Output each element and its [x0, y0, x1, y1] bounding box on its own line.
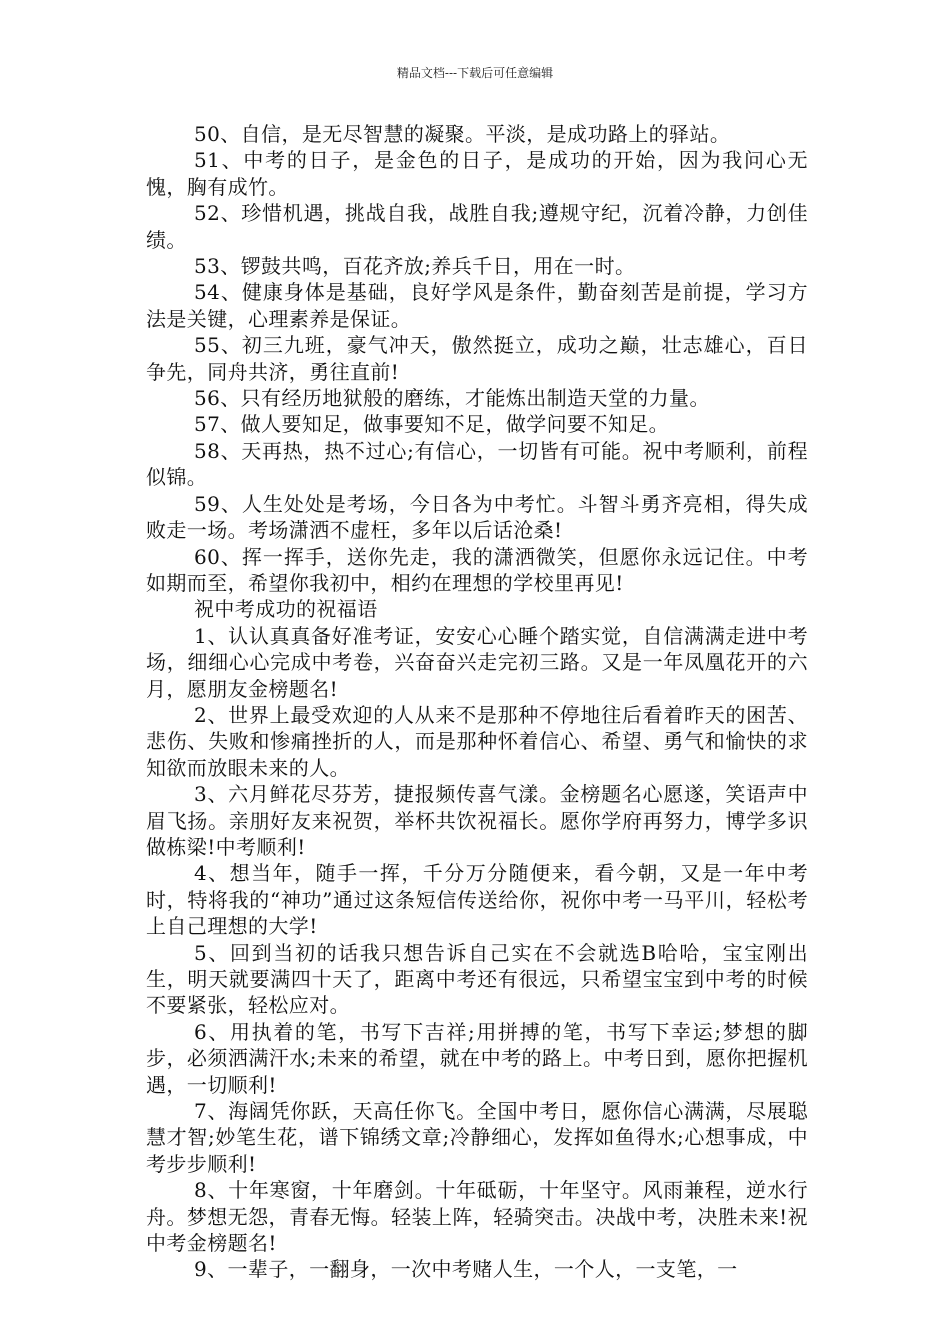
- paragraph-51: 51、中考的日子，是金色的日子，是成功的开始，因为我问心无愧，胸有成竹。: [146, 148, 808, 199]
- paragraph-59: 59、人生处处是考场，今日各为中考忙。斗智斗勇齐亮相，得失成败走一场。考场潇洒不虚枉，多年以后话沧桑!: [146, 491, 808, 543]
- blessing-5: 5、回到当初的话我只想告诉自己实在不会就选B哈哈，宝宝刚出生，明天就要满四十天了，距离中考还有很远，只希望宝宝到中考的时候不要紧张，轻松应对。: [146, 940, 808, 1018]
- blessing-1: 1、认认真真备好准考证，安安心心睡个踏实觉，自信满满走进中考场，细细心心完成中考卷，兴奋奋兴走完初三路。又是一年凤凰花开的六月，愿朋友金榜题名!: [146, 623, 808, 701]
- page-header: 精品文档---下载后可任意编辑: [396, 66, 554, 80]
- blessing-8: 8、十年寒窗，十年磨剑。十年砥砺，十年坚守。风雨兼程，逆水行舟。梦想无怨，青春无悔。轻装上阵，轻骑突击。决战中考，决胜未来!祝中考金榜题名!: [146, 1178, 808, 1256]
- blessing-7: 7、海阔凭你跃，天高任你飞。全国中考日，愿你信心满满，尽展聪慧才智;妙笔生花，谱下锦绣文章;冷静细心，发挥如鱼得水;心想事成，中考步步顺利!: [146, 1099, 808, 1176]
- paragraph-55: 55、初三九班，豪气冲天，傲然挺立，成功之巅，壮志雄心，百日争先，同舟共济，勇往直前!: [146, 333, 808, 384]
- paragraph-50: 50、自信，是无尽智慧的凝聚。平淡，是成功路上的驿站。: [194, 122, 731, 146]
- paragraph-52: 52、珍惜机遇，挑战自我，战胜自我;遵规守纪，沉着冷静，力创佳绩。: [146, 201, 808, 252]
- paragraph-56: 56、只有经历地狱般的磨练，才能炼出制造天堂的力量。: [194, 386, 710, 411]
- paragraph-58: 58、天再热，热不过心;有信心，一切皆有可能。祝中考顺利，前程似锦。: [146, 438, 808, 490]
- blessing-6: 6、用执着的笔，书写下吉祥;用拼搏的笔，书写下幸运;梦想的脚步，必须洒满汗水;未来的希望，就在中考的路上。中考日到，愿你把握机遇，一切顺利!: [146, 1019, 808, 1097]
- document-body: [146, 121, 808, 1283]
- blessing-9: 9、一辈子，一翻身，一次中考赌人生，一个人，一支笔，一: [194, 1257, 738, 1282]
- paragraph-54: 54、健康身体是基础，良好学风是条件，勤奋刻苦是前提，学习方法是关键，心理素养是保证。: [146, 280, 808, 331]
- blessing-3: 3、六月鲜花尽芬芳，捷报频传喜气漾。金榜题名心愿遂，笑语声中眉飞扬。亲朋好友来祝贺，举杯共饮祝福长。愿你学府再努力，博学多识做栋梁!中考顺利!: [146, 782, 808, 859]
- paragraph-60: 60、挥一挥手，送你先走，我的潇洒微笑，但愿你永远记住。中考如期而至，希望你我初中，相约在理想的学校里再见!: [146, 544, 808, 595]
- blessing-4: 4、想当年，随手一挥，千分万分随便来，看今朝，又是一年中考时，特将我的“神功”通过这条短信传送给你，祝你中考一马平川，轻松考上自己理想的大学!: [146, 861, 808, 939]
- blessing-2: 2、世界上最受欢迎的人从来不是那种不停地往后看着昨天的困苦、悲伤、失败和惨痛挫折的人，而是那种怀着信心、希望、勇气和愉快的求知欲而放眼未来的人。: [146, 702, 808, 780]
- paragraph-53: 53、锣鼓共鸣，百花齐放;养兵千日，用在一时。: [194, 254, 636, 279]
- paragraph-57: 57、做人要知足，做事要知不足，做学问要不知足。: [194, 412, 670, 437]
- section-heading: 祝中考成功的祝福语: [194, 597, 378, 622]
